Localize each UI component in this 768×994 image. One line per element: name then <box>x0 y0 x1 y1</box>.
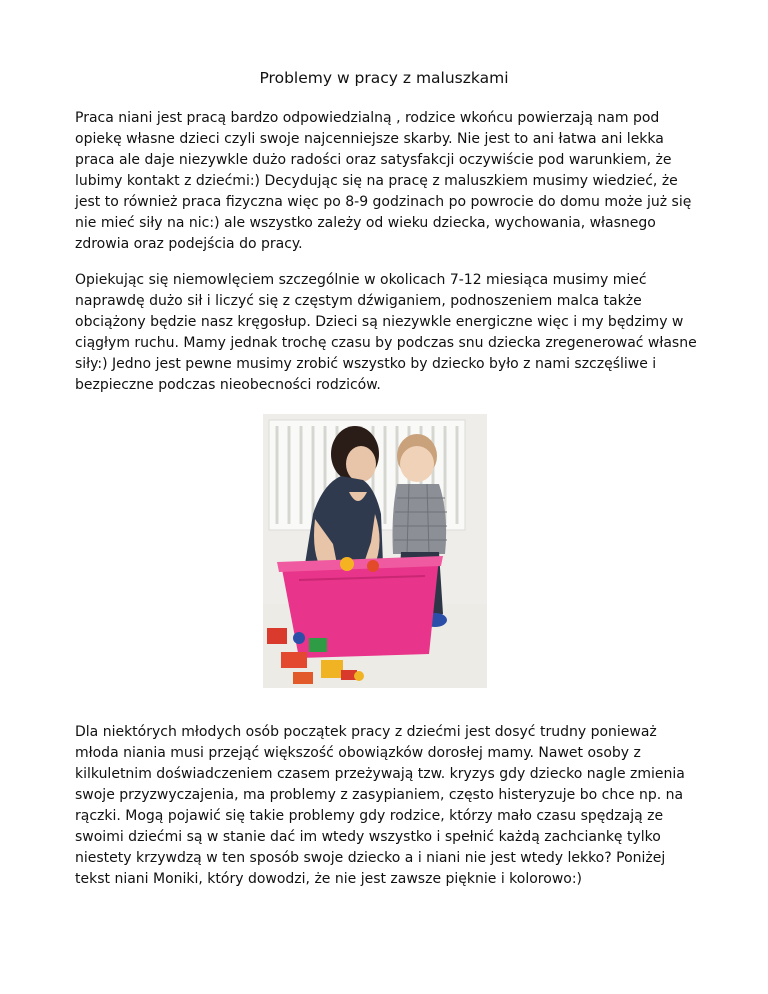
paragraph-beginner-difficulties: Dla niektórych młodych osób początek pracy z dziećmi jest dosyć trudny ponieważ młoda niania musi przejąć większość obowiązków dorosłej mamy. Nawet osoby z kilkuletnim doświadczeniem czasem przeżywają tzw. kryzys gdy dziecko nagle zmienia swoje przyzwyczajenia, ma problemy z zasypianiem, często histeryzuje bo chce np. na rączki. Mogą pojawić się takie problemy gdy rodzice, którzy mało czasu spędzają ze swoimi dziećmi są w stanie dać im wtedy wszystko i spełnić każdą zachciankę tylko niestety krzywdzą w ten sposób swoje dziecko a i niani nie jest wtedy lekko? Poniżej tekst niani Moniki, który dowodzi, że nie jest zawsze pięknie i kolorowo:) <box>75 724 685 887</box>
photo-nanny-with-child <box>263 414 487 688</box>
paragraph-intro: Praca niani jest pracą bardzo odpowiedzialną , rodzice wkońcu powierzają nam pod opiekę własne dzieci czyli swoje najcenniejsze skarby. Nie jest to ani łatwa ani lekka praca ale daje niezywkle dużo radości oraz satysfakcji oczywiście pod warunkiem, że lubimy kontakt z dziećmi:) Decydując się na pracę z maluszkiem musimy wiedzieć, że jest to również praca fizyczna więc po 8-9 godzinach po powrocie do domu może już się nie mieć siły na nic:) ale wszystko zależy od wieku dziecka, wychowania, własnego zdrowia oraz podejścia do pracy. <box>75 110 692 252</box>
paragraph-infant-care: Opiekując się niemowlęciem szczególnie w okolicach 7-12 miesiąca musimy mieć naprawdę dużo sił i liczyć się z częstym dźwiganiem, podnoszeniem malca także obciążony będzie nasz kręgosłup. Dzieci są niezywkle energiczne więc i my będzimy w ciągłym ruchu. Mamy jednak trochę czasu by podczas snu dziecka zregenerować własne siły:) Jedno jest pewne musimy zrobić wszystko by dziecko było z nami szczęśliwe i bezpieczne podczas nieobecności rodziców. <box>75 272 697 393</box>
photo-illustration <box>263 414 487 688</box>
document-title: Problemy w pracy z maluszkami <box>259 69 509 87</box>
